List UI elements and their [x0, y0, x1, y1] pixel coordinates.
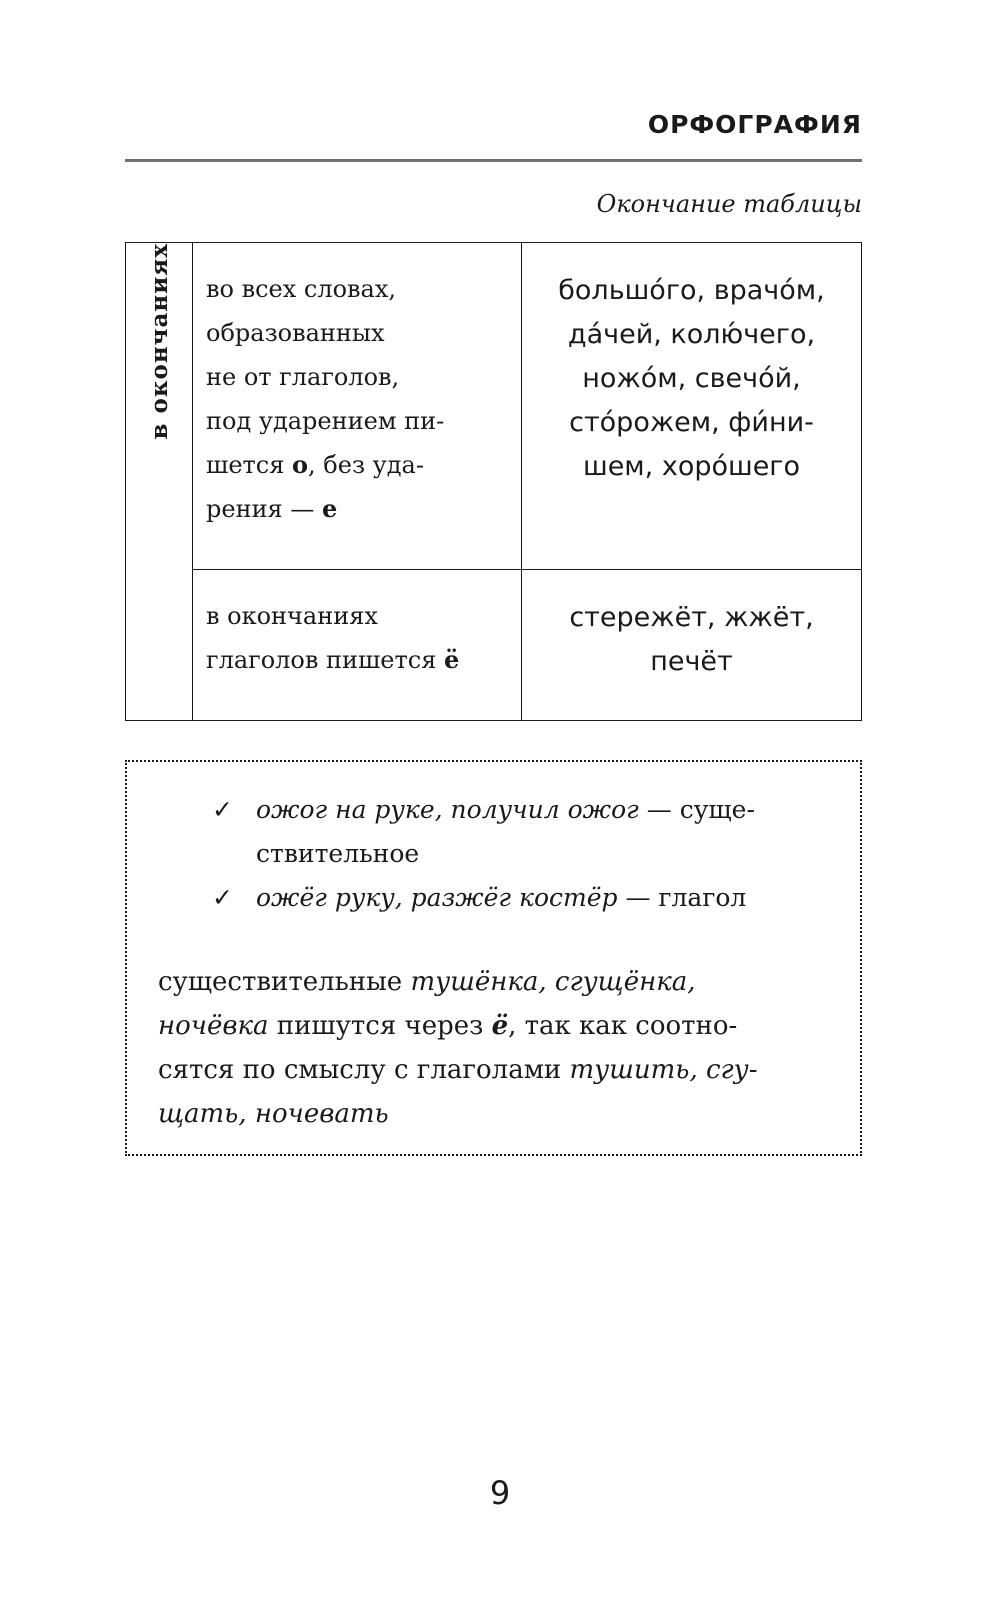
- check-item-noun: ✓ ожог на руке, получил ожог — суще- ствительное: [212, 788, 802, 876]
- noun-examples: ожог на руке, получил ожог: [256, 795, 639, 824]
- examples-cell: [522, 243, 862, 570]
- table-row: [126, 570, 862, 721]
- rule-line: во всех словах,: [206, 275, 397, 303]
- rule-line: образованных: [206, 319, 385, 347]
- rule-cell: [193, 570, 522, 721]
- examples-cell: [522, 570, 862, 721]
- example-line: ножо́м, свечо́й,: [582, 363, 801, 394]
- verb-examples: ожёг руку, разжёг костёр: [256, 883, 618, 912]
- rule-line: рения — е: [206, 494, 338, 523]
- check-item-verb: ✓ ожёг руку, разжёг костёр — глагол: [212, 876, 802, 920]
- rule-cell: [193, 243, 522, 570]
- noun-list: тушёнка, сгущёнка,: [410, 967, 696, 997]
- note-box: [125, 760, 862, 1156]
- page-number: 9: [489, 1474, 511, 1512]
- table-row: [126, 243, 862, 570]
- example-line: шем, хоро́шего: [582, 451, 801, 482]
- checkmark-icon: ✓: [212, 795, 233, 824]
- side-label-cell: [126, 243, 193, 721]
- check-list: [212, 788, 802, 920]
- stressed-letter: о: [292, 450, 309, 479]
- verb-list: тушить, сгу- щать, ночевать: [158, 1055, 758, 1129]
- letter-yo: ё: [443, 645, 460, 674]
- rule-line: в окончаниях: [206, 602, 378, 630]
- unstressed-letter: е: [321, 494, 338, 523]
- spelling-rules-table: [125, 242, 862, 721]
- section-title: ОРФОГРАФИЯ: [647, 110, 862, 139]
- rule-line: под ударением пи-: [206, 407, 445, 435]
- example-line: да́чей, колю́чего,: [567, 319, 816, 350]
- example-line: стережёт, жжёт,: [569, 602, 814, 633]
- explanation-paragraph: существительные тушёнка, сгущёнка, ночёвка пишутся через ё, так как соотно- сятся по смыслу с глаголами тушить, сгу- щать, ночевать: [158, 967, 758, 1129]
- rule-line: не от глаголов,: [206, 363, 400, 391]
- example-line: печёт: [650, 646, 733, 677]
- rule-text: [193, 570, 521, 696]
- header-divider: [125, 159, 862, 162]
- examples-text: [522, 570, 861, 698]
- example-line: большо́го, врачо́м,: [558, 275, 825, 306]
- letter-yo: ё: [491, 1011, 509, 1041]
- checkmark-icon: ✓: [212, 883, 233, 912]
- side-label: в окончаниях: [145, 243, 173, 440]
- example-line: сто́рожем, фи́ни-: [569, 407, 814, 438]
- table-caption: Окончание таблицы: [596, 190, 862, 218]
- noun-list-cont: ночёвка: [158, 1011, 269, 1041]
- rule-line: глаголов пишется ё: [206, 645, 460, 674]
- examples-text: [522, 243, 861, 503]
- rule-line: шется о, без уда-: [206, 450, 424, 479]
- rule-text: [193, 243, 521, 545]
